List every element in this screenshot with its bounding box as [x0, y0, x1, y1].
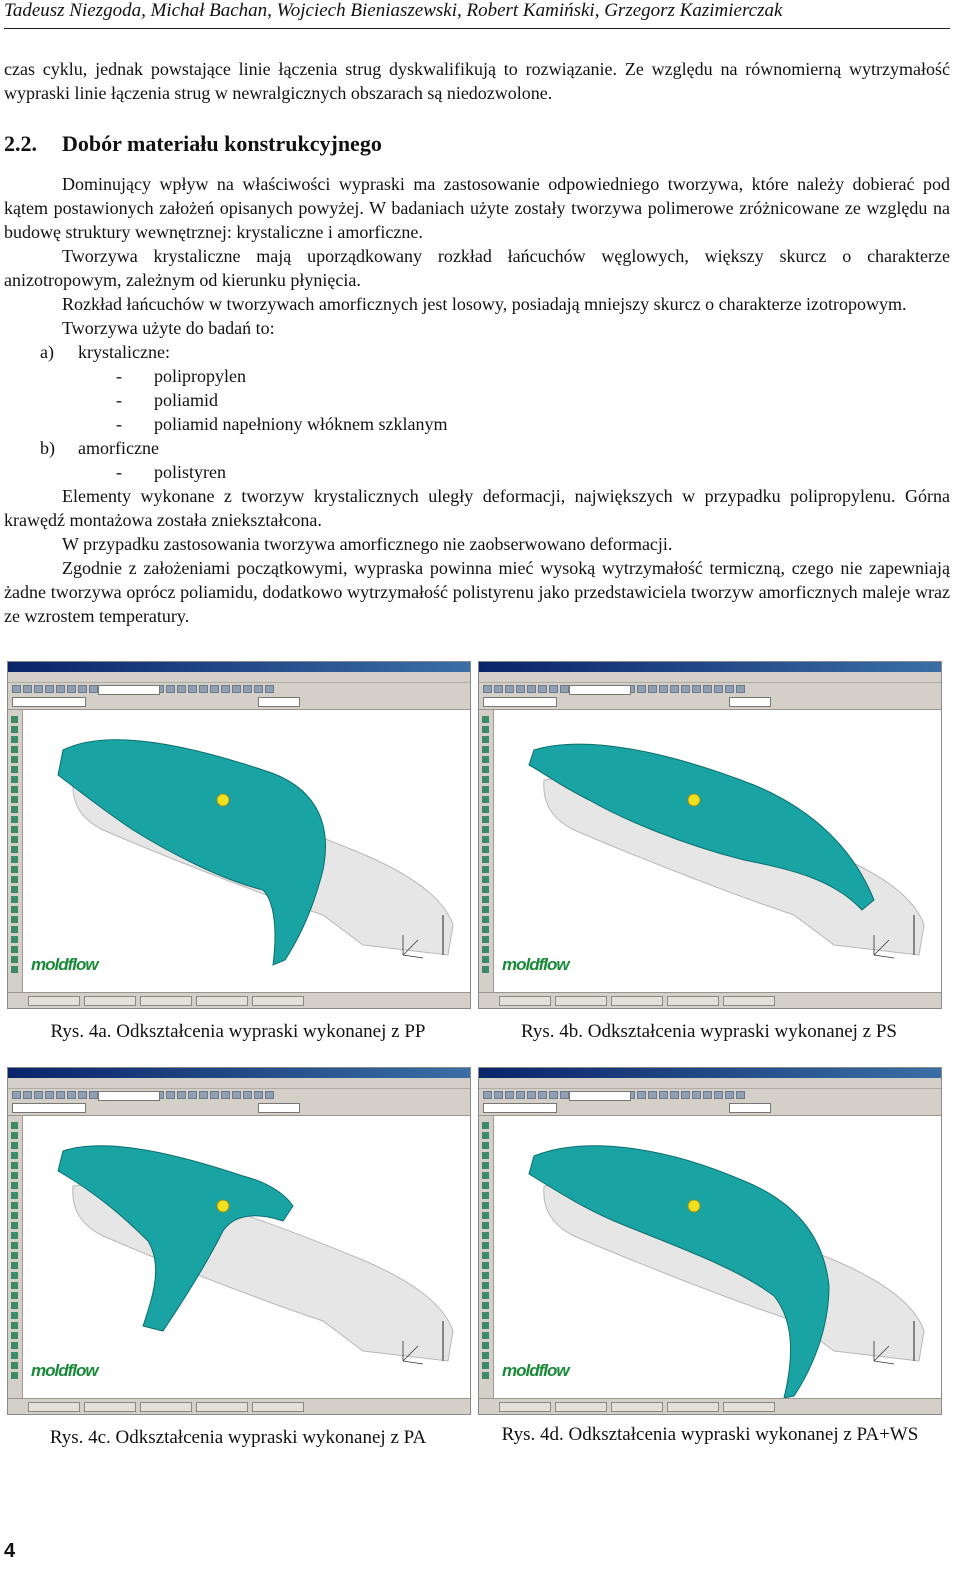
toolbar-icon[interactable]: [243, 685, 252, 693]
side-tool-icon[interactable]: [11, 846, 18, 853]
side-tool-icon[interactable]: [11, 786, 18, 793]
toolbar-icon[interactable]: [166, 1091, 175, 1099]
axis-triad: [874, 1361, 894, 1364]
deformed-part-render: [494, 710, 941, 992]
paragraph-3: Rozkład łańcuchów w tworzywach amorficznych jest losowy, posiadają mniejszy skurcz o charakterze izotropowym.: [62, 294, 907, 314]
toolbar-icon[interactable]: [736, 1091, 745, 1099]
side-tool-icon[interactable]: [482, 1312, 489, 1319]
moldflow-logo: moldflow: [31, 1361, 98, 1380]
section-number: 2.2.: [4, 131, 37, 156]
caption-4c: Rys. 4c. Odkształcenia wypraski wykonanej z PA: [49, 1427, 427, 1448]
side-tool-icon[interactable]: [482, 1332, 489, 1339]
viewport-title: [23, 722, 470, 728]
status-bar: [479, 992, 941, 1008]
toolbar-icon[interactable]: [516, 1091, 525, 1099]
window-tab[interactable]: [667, 1402, 719, 1412]
side-tool-icon[interactable]: [11, 956, 18, 963]
menu-bar: [8, 1078, 470, 1089]
section-heading: [4, 131, 382, 157]
model-viewport: [23, 710, 470, 992]
toolbar-icon[interactable]: [199, 1091, 208, 1099]
toolbar-icon[interactable]: [670, 685, 679, 693]
toolbar-icon[interactable]: [89, 1091, 98, 1099]
toolbar-icon[interactable]: [12, 1091, 21, 1099]
toolbar-icon[interactable]: [177, 685, 186, 693]
toolbar-icon[interactable]: [725, 685, 734, 693]
side-tool-icon[interactable]: [482, 1232, 489, 1239]
section-title: Dobór materiału konstrukcyjnego: [62, 131, 382, 156]
side-tool-icon[interactable]: [482, 796, 489, 803]
viewport-title: [494, 1128, 941, 1134]
toolbar-icon[interactable]: [89, 685, 98, 693]
toolbar-icon[interactable]: [67, 1091, 76, 1099]
toolbar-icon[interactable]: [232, 1091, 241, 1099]
figure-4c-screenshot: [7, 1067, 471, 1415]
toolbar-icon[interactable]: [23, 1091, 32, 1099]
injection-gate-marker: [217, 1200, 229, 1212]
status-bar: [8, 1398, 470, 1414]
side-tool-icon[interactable]: [11, 726, 18, 733]
side-tool-icon[interactable]: [482, 946, 489, 953]
toolbar-icon[interactable]: [210, 685, 219, 693]
side-tool-icon[interactable]: [482, 966, 489, 973]
toolbar-dropdown[interactable]: [569, 1091, 631, 1101]
side-tool-icon[interactable]: [482, 1222, 489, 1229]
side-tool-icon[interactable]: [482, 1162, 489, 1169]
window-tab[interactable]: [667, 996, 719, 1006]
side-tool-icon[interactable]: [11, 1302, 18, 1309]
left-toolbar: [8, 710, 23, 992]
injection-gate-marker: [217, 794, 229, 806]
toolbar-dropdown[interactable]: [569, 685, 631, 695]
side-tool-icon[interactable]: [11, 1122, 18, 1129]
moldflow-logo: moldflow: [502, 955, 569, 974]
side-tool-icon[interactable]: [11, 756, 18, 763]
scale-box[interactable]: [729, 697, 771, 707]
toolbar-secondary: [8, 1101, 470, 1116]
toolbar-icon[interactable]: [34, 685, 43, 693]
side-tool-icon[interactable]: [482, 1302, 489, 1309]
result-dropdown[interactable]: [483, 1103, 557, 1113]
side-tool-icon[interactable]: [11, 836, 18, 843]
toolbar-icon[interactable]: [659, 1091, 668, 1099]
side-tool-icon[interactable]: [482, 1122, 489, 1129]
side-tool-icon[interactable]: [11, 1312, 18, 1319]
figure-4a-screenshot: [7, 661, 471, 1009]
side-tool-icon[interactable]: [482, 1142, 489, 1149]
side-tool-icon[interactable]: [11, 886, 18, 893]
menu-bar: [8, 672, 470, 683]
side-tool-icon[interactable]: [482, 1292, 489, 1299]
toolbar-icon[interactable]: [527, 1091, 536, 1099]
window-titlebar: [479, 1068, 941, 1078]
side-tool-icon[interactable]: [11, 1352, 18, 1359]
toolbar-icon[interactable]: [681, 1091, 690, 1099]
toolbar: [8, 1089, 470, 1101]
toolbar-icon[interactable]: [45, 685, 54, 693]
toolbar-icon[interactable]: [560, 685, 569, 693]
scale-box[interactable]: [729, 1103, 771, 1113]
toolbar-icon[interactable]: [34, 1091, 43, 1099]
toolbar-icon[interactable]: [56, 685, 65, 693]
list-item: - poliamid: [116, 390, 218, 410]
moldflow-logo: moldflow: [502, 1361, 569, 1380]
toolbar-icon[interactable]: [692, 685, 701, 693]
side-tool-icon[interactable]: [11, 1132, 18, 1139]
side-tool-icon[interactable]: [482, 1202, 489, 1209]
side-tool-icon[interactable]: [11, 1342, 18, 1349]
side-tool-icon[interactable]: [482, 1262, 489, 1269]
left-toolbar: [8, 1116, 23, 1398]
window-tab[interactable]: [499, 996, 551, 1006]
toolbar-icon[interactable]: [78, 685, 87, 693]
toolbar-secondary: [479, 1101, 941, 1116]
window-titlebar: [8, 662, 470, 672]
paragraph-5: Elementy wykonane z tworzyw krystalicznych uległy deformacji, największych w przypadku polipropylenu. Górna krawędź montażowa została zniekształcona.: [4, 486, 950, 530]
list-item: - polistyren: [116, 462, 226, 482]
window-tab[interactable]: [84, 996, 136, 1006]
left-toolbar: [479, 710, 494, 992]
intro-paragraph: czas cyklu, jednak powstające linie łączenia strug dyskwalifikują to rozwiązanie. Ze względu na równomierną wytrzymałość wypraski linie łączenia strug w newralgicznych obszarach są niedozwolone.: [4, 59, 950, 103]
deformed-part-shape: [58, 740, 326, 965]
list-b-header: b) amorficzne: [40, 438, 159, 458]
toolbar-icon[interactable]: [725, 1091, 734, 1099]
side-tool-icon[interactable]: [482, 896, 489, 903]
toolbar-icon[interactable]: [692, 1091, 701, 1099]
side-tool-icon[interactable]: [482, 836, 489, 843]
side-tool-icon[interactable]: [482, 776, 489, 783]
side-tool-icon[interactable]: [11, 946, 18, 953]
caption-4d: Rys. 4d. Odkształcenia wypraski wykonanej z PA+WS: [501, 1424, 919, 1445]
side-tool-icon[interactable]: [11, 906, 18, 913]
header-authors: Tadeusz Niezgoda, Michał Bachan, Wojciech Bieniaszewski, Robert Kamiński, Grzegorz Kazimierczak: [4, 0, 783, 21]
toolbar-icon[interactable]: [483, 1091, 492, 1099]
side-tool-icon[interactable]: [11, 916, 18, 923]
list-item: - polipropylen: [116, 366, 246, 386]
toolbar-icon[interactable]: [538, 1091, 547, 1099]
toolbar-icon[interactable]: [736, 685, 745, 693]
moldflow-logo: moldflow: [31, 955, 98, 974]
menu-bar: [479, 1078, 941, 1089]
side-tool-icon[interactable]: [11, 1192, 18, 1199]
axis-triad: [874, 955, 894, 958]
side-tool-icon[interactable]: [482, 1342, 489, 1349]
side-tool-icon[interactable]: [11, 776, 18, 783]
left-toolbar: [479, 1116, 494, 1398]
toolbar-icon[interactable]: [166, 685, 175, 693]
side-tool-icon[interactable]: [11, 926, 18, 933]
side-tool-icon[interactable]: [482, 906, 489, 913]
window-titlebar: [8, 1068, 470, 1078]
section-body: [4, 172, 950, 628]
window-tab[interactable]: [252, 996, 304, 1006]
side-tool-icon[interactable]: [482, 1172, 489, 1179]
side-tool-icon[interactable]: [482, 886, 489, 893]
figure-4d-screenshot: [478, 1067, 942, 1415]
side-tool-icon[interactable]: [11, 1152, 18, 1159]
window-tab[interactable]: [28, 1402, 80, 1412]
side-tool-icon[interactable]: [11, 1292, 18, 1299]
side-tool-icon[interactable]: [482, 916, 489, 923]
window-titlebar: [479, 662, 941, 672]
side-tool-icon[interactable]: [11, 746, 18, 753]
toolbar-icon[interactable]: [177, 1091, 186, 1099]
injection-gate-marker: [688, 794, 700, 806]
toolbar-icon[interactable]: [549, 1091, 558, 1099]
deformed-part-render: [23, 1116, 470, 1398]
deformed-part-render: [23, 710, 470, 992]
side-tool-icon[interactable]: [482, 746, 489, 753]
side-tool-icon[interactable]: [11, 796, 18, 803]
side-tool-icon[interactable]: [11, 1162, 18, 1169]
model-viewport: [494, 1116, 941, 1398]
viewport-title: [494, 722, 941, 728]
window-tab[interactable]: [555, 1402, 607, 1412]
result-dropdown[interactable]: [12, 1103, 86, 1113]
viewport-title: [23, 1128, 470, 1134]
side-tool-icon[interactable]: [482, 876, 489, 883]
side-tool-icon[interactable]: [482, 726, 489, 733]
window-tab[interactable]: [28, 996, 80, 1006]
window-tab[interactable]: [196, 1402, 248, 1412]
side-tool-icon[interactable]: [482, 1182, 489, 1189]
side-tool-icon[interactable]: [482, 1212, 489, 1219]
side-tool-icon[interactable]: [11, 1172, 18, 1179]
deformed-part-render: [494, 1116, 941, 1398]
status-bar: [479, 1398, 941, 1414]
toolbar-icon[interactable]: [505, 1091, 514, 1099]
window-tab[interactable]: [723, 996, 775, 1006]
toolbar-icon[interactable]: [265, 1091, 274, 1099]
side-tool-icon[interactable]: [11, 1332, 18, 1339]
window-tab[interactable]: [611, 996, 663, 1006]
toolbar-icon[interactable]: [78, 1091, 87, 1099]
side-tool-icon[interactable]: [11, 1222, 18, 1229]
toolbar-icon[interactable]: [560, 1091, 569, 1099]
toolbar-icon[interactable]: [681, 685, 690, 693]
paragraph-6: W przypadku zastosowania tworzywa amorficznego nie zaobserwowano deformacji.: [62, 534, 673, 554]
toolbar-icon[interactable]: [538, 685, 547, 693]
side-tool-icon[interactable]: [11, 826, 18, 833]
side-tool-icon[interactable]: [482, 956, 489, 963]
toolbar-icon[interactable]: [483, 685, 492, 693]
side-tool-icon[interactable]: [11, 736, 18, 743]
side-tool-icon[interactable]: [482, 866, 489, 873]
toolbar-secondary: [479, 695, 941, 710]
side-tool-icon[interactable]: [11, 1242, 18, 1249]
toolbar-icon[interactable]: [648, 685, 657, 693]
side-tool-icon[interactable]: [482, 846, 489, 853]
toolbar-icon[interactable]: [188, 685, 197, 693]
toolbar-secondary: [8, 695, 470, 710]
side-tool-icon[interactable]: [11, 766, 18, 773]
toolbar-icon[interactable]: [527, 685, 536, 693]
toolbar-icon[interactable]: [45, 1091, 54, 1099]
side-tool-icon[interactable]: [11, 1182, 18, 1189]
side-tool-icon[interactable]: [11, 806, 18, 813]
paragraph-7: Zgodnie z założeniami początkowymi, wypraska powinna mieć wysoką wytrzymałość termiczną, czego nie zapewniają żadne tworzywa oprócz poliamidu, dodatkowo wytrzymałość polistyrenu jako przedstawiciela tworzyw amorficznych maleje wraz ze wzrostem temperatury.: [4, 558, 950, 626]
toolbar-icon[interactable]: [221, 685, 230, 693]
toolbar-icon[interactable]: [12, 685, 21, 693]
toolbar-icon[interactable]: [505, 685, 514, 693]
window-tab[interactable]: [499, 1402, 551, 1412]
caption-4a: Rys. 4a. Odkształcenia wypraski wykonanej z PP: [50, 1021, 426, 1042]
result-dropdown[interactable]: [12, 697, 86, 707]
side-tool-icon[interactable]: [11, 1272, 18, 1279]
toolbar-icon[interactable]: [637, 1091, 646, 1099]
side-tool-icon[interactable]: [11, 1372, 18, 1379]
side-tool-icon[interactable]: [11, 1232, 18, 1239]
paragraph-2: Tworzywa krystaliczne mają uporządkowany rozkład łańcuchów węglowych, większy skurcz o charakterze anizotropowym, zależnym od kierunku płynięcia.: [4, 246, 950, 290]
toolbar: [479, 683, 941, 695]
toolbar-icon[interactable]: [23, 685, 32, 693]
toolbar-dropdown[interactable]: [98, 1091, 160, 1101]
toolbar-icon[interactable]: [703, 1091, 712, 1099]
side-tool-icon[interactable]: [11, 1202, 18, 1209]
side-tool-icon[interactable]: [11, 1282, 18, 1289]
side-tool-icon[interactable]: [11, 966, 18, 973]
toolbar-icon[interactable]: [494, 1091, 503, 1099]
toolbar-icon[interactable]: [637, 685, 646, 693]
model-viewport: [494, 710, 941, 992]
side-tool-icon[interactable]: [11, 936, 18, 943]
side-tool-icon[interactable]: [482, 806, 489, 813]
side-tool-icon[interactable]: [482, 1252, 489, 1259]
paragraph-4: Tworzywa użyte do badań to:: [62, 318, 275, 338]
toolbar-icon[interactable]: [210, 1091, 219, 1099]
toolbar-icon[interactable]: [56, 1091, 65, 1099]
side-tool-icon[interactable]: [482, 936, 489, 943]
side-tool-icon[interactable]: [482, 1282, 489, 1289]
figure-4b-screenshot: [478, 661, 942, 1009]
intro-block: [4, 57, 950, 105]
side-tool-icon[interactable]: [482, 826, 489, 833]
paragraph-1: Dominujący wpływ na właściwości wypraski ma zastosowanie odpowiedniego tworzywa, które należy dobierać pod kątem postawionych założeń opisanych powyżej. W badaniach użyte zostały tworzywa polimerowe zróżnicowane ze względu na budowę struktury wewnętrznej: krystaliczne i amorficzne.: [4, 174, 950, 242]
side-tool-icon[interactable]: [11, 1212, 18, 1219]
window-tab[interactable]: [611, 1402, 663, 1412]
list-a-header: a) krystaliczne:: [40, 342, 170, 362]
side-tool-icon[interactable]: [482, 756, 489, 763]
toolbar-icon[interactable]: [188, 1091, 197, 1099]
side-tool-icon[interactable]: [11, 816, 18, 823]
toolbar-icon[interactable]: [494, 685, 503, 693]
result-dropdown[interactable]: [483, 697, 557, 707]
scale-box[interactable]: [258, 1103, 300, 1113]
side-tool-icon[interactable]: [482, 1192, 489, 1199]
page-number: 4: [4, 1540, 16, 1562]
side-tool-icon[interactable]: [11, 1142, 18, 1149]
side-tool-icon[interactable]: [482, 816, 489, 823]
side-tool-icon[interactable]: [11, 716, 18, 723]
caption-4b: Rys. 4b. Odkształcenia wypraski wykonanej z PS: [520, 1021, 897, 1042]
toolbar-icon[interactable]: [254, 1091, 263, 1099]
scale-box[interactable]: [258, 697, 300, 707]
axis-triad: [403, 955, 423, 958]
toolbar-icon[interactable]: [265, 685, 274, 693]
toolbar-icon[interactable]: [670, 1091, 679, 1099]
toolbar-icon[interactable]: [243, 1091, 252, 1099]
toolbar-icon[interactable]: [659, 685, 668, 693]
toolbar-icon[interactable]: [516, 685, 525, 693]
injection-gate-marker: [688, 1200, 700, 1212]
side-tool-icon[interactable]: [482, 1372, 489, 1379]
side-tool-icon[interactable]: [482, 1352, 489, 1359]
side-tool-icon[interactable]: [482, 766, 489, 773]
toolbar: [8, 683, 470, 695]
toolbar-icon[interactable]: [714, 1091, 723, 1099]
window-tab[interactable]: [196, 996, 248, 1006]
side-tool-icon[interactable]: [482, 926, 489, 933]
side-tool-icon[interactable]: [11, 896, 18, 903]
side-tool-icon[interactable]: [482, 1242, 489, 1249]
window-tab[interactable]: [723, 1402, 775, 1412]
toolbar-dropdown[interactable]: [98, 685, 160, 695]
side-tool-icon[interactable]: [482, 1362, 489, 1369]
toolbar-icon[interactable]: [648, 1091, 657, 1099]
window-tab[interactable]: [140, 1402, 192, 1412]
menu-bar: [479, 672, 941, 683]
toolbar-icon[interactable]: [221, 1091, 230, 1099]
side-tool-icon[interactable]: [11, 1262, 18, 1269]
side-tool-icon[interactable]: [11, 866, 18, 873]
axis-triad: [403, 1361, 423, 1364]
side-tool-icon[interactable]: [11, 1322, 18, 1329]
side-tool-icon[interactable]: [482, 786, 489, 793]
model-viewport: [23, 1116, 470, 1398]
window-tab[interactable]: [140, 996, 192, 1006]
toolbar-icon[interactable]: [254, 685, 263, 693]
toolbar-icon[interactable]: [67, 685, 76, 693]
side-tool-icon[interactable]: [482, 1272, 489, 1279]
side-tool-icon[interactable]: [11, 1362, 18, 1369]
side-tool-icon[interactable]: [482, 1152, 489, 1159]
toolbar-icon[interactable]: [199, 685, 208, 693]
toolbar-icon[interactable]: [703, 685, 712, 693]
running-header: [4, 0, 950, 29]
side-tool-icon[interactable]: [482, 1132, 489, 1139]
side-tool-icon[interactable]: [482, 1322, 489, 1329]
side-tool-icon[interactable]: [11, 876, 18, 883]
window-tab[interactable]: [252, 1402, 304, 1412]
side-tool-icon[interactable]: [482, 856, 489, 863]
side-tool-icon[interactable]: [11, 1252, 18, 1259]
window-tab[interactable]: [84, 1402, 136, 1412]
list-item: - poliamid napełniony włóknem szklanym: [116, 414, 448, 434]
side-tool-icon[interactable]: [482, 736, 489, 743]
window-tab[interactable]: [555, 996, 607, 1006]
side-tool-icon[interactable]: [11, 856, 18, 863]
toolbar-icon[interactable]: [714, 685, 723, 693]
toolbar-icon[interactable]: [232, 685, 241, 693]
side-tool-icon[interactable]: [482, 716, 489, 723]
status-bar: [8, 992, 470, 1008]
toolbar: [479, 1089, 941, 1101]
toolbar-icon[interactable]: [549, 685, 558, 693]
